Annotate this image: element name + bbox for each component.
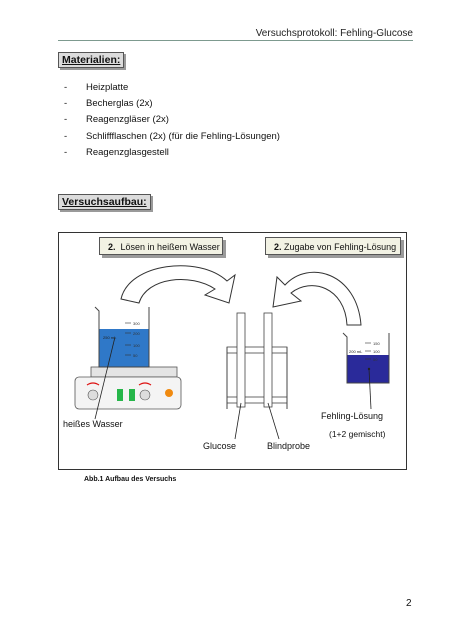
materials-heading: Materialien: [58, 52, 124, 68]
page-number: 2 [406, 598, 412, 609]
list-item-text: Becherglas (2x) [86, 98, 153, 110]
beaker-mark: 300 [133, 321, 140, 326]
step-number: 2. [274, 242, 282, 252]
list-item-text: Schliffflaschen (2x) (für die Fehling-Lösungen) [86, 130, 280, 142]
list-bullet: - [64, 82, 68, 93]
water-beaker [95, 307, 149, 367]
label-blank-sample: Blindprobe [267, 441, 311, 451]
beaker-mark: 50 [133, 353, 138, 358]
list-item-text: Heizplatte [86, 82, 129, 93]
test-tube-rack [227, 313, 287, 409]
label-fehling-solution: Fehling-Lösung [321, 411, 384, 421]
list-item [64, 112, 280, 128]
beaker-volume: 200 mL [349, 349, 363, 354]
materials-list [64, 80, 280, 161]
step-number: 2. [108, 242, 116, 252]
beaker-mark: 150 [373, 341, 380, 346]
list-item [64, 96, 280, 112]
beaker-mark: 100 [373, 349, 380, 354]
setup-diagram [58, 232, 407, 470]
list-item [64, 129, 280, 145]
list-bullet: - [64, 98, 68, 110]
header-divider [58, 40, 413, 41]
step-text: Lösen in heißem Wasser [120, 242, 220, 252]
curved-arrow-left-icon [273, 272, 361, 325]
hot-plate [75, 367, 181, 409]
list-bullet: - [64, 114, 68, 126]
beaker-mark: 50 [373, 357, 378, 362]
figure-caption: Abb.1 Aufbau des Versuchs [84, 476, 177, 483]
fehling-beaker [343, 333, 389, 383]
label-glucose: Glucose [203, 441, 237, 451]
beaker-mark: 100 [133, 343, 140, 348]
step-dissolve-box [99, 237, 223, 255]
list-item [64, 145, 280, 161]
step-text: Zugabe von Fehling-Lösung [284, 242, 397, 252]
list-bullet: - [64, 146, 68, 158]
page-header-title: Versuchsprotokoll: Fehling-Glucose [255, 28, 413, 39]
step-fehling-box [265, 237, 401, 255]
list-item-text: Reagenzglasgestell [86, 146, 169, 158]
list-item [64, 80, 280, 96]
beaker-volume: 250 mL [103, 335, 117, 340]
label-fehling-note: (1+2 gemischt) [329, 429, 386, 439]
beaker-mark: 200 [133, 331, 140, 336]
curved-arrow-right-icon [121, 266, 235, 303]
setup-heading: Versuchsaufbau: [58, 194, 151, 210]
list-bullet: - [64, 130, 68, 142]
list-item-text: Reagenzgläser (2x) [86, 114, 169, 126]
label-hot-water: heißes Wasser [63, 419, 123, 429]
